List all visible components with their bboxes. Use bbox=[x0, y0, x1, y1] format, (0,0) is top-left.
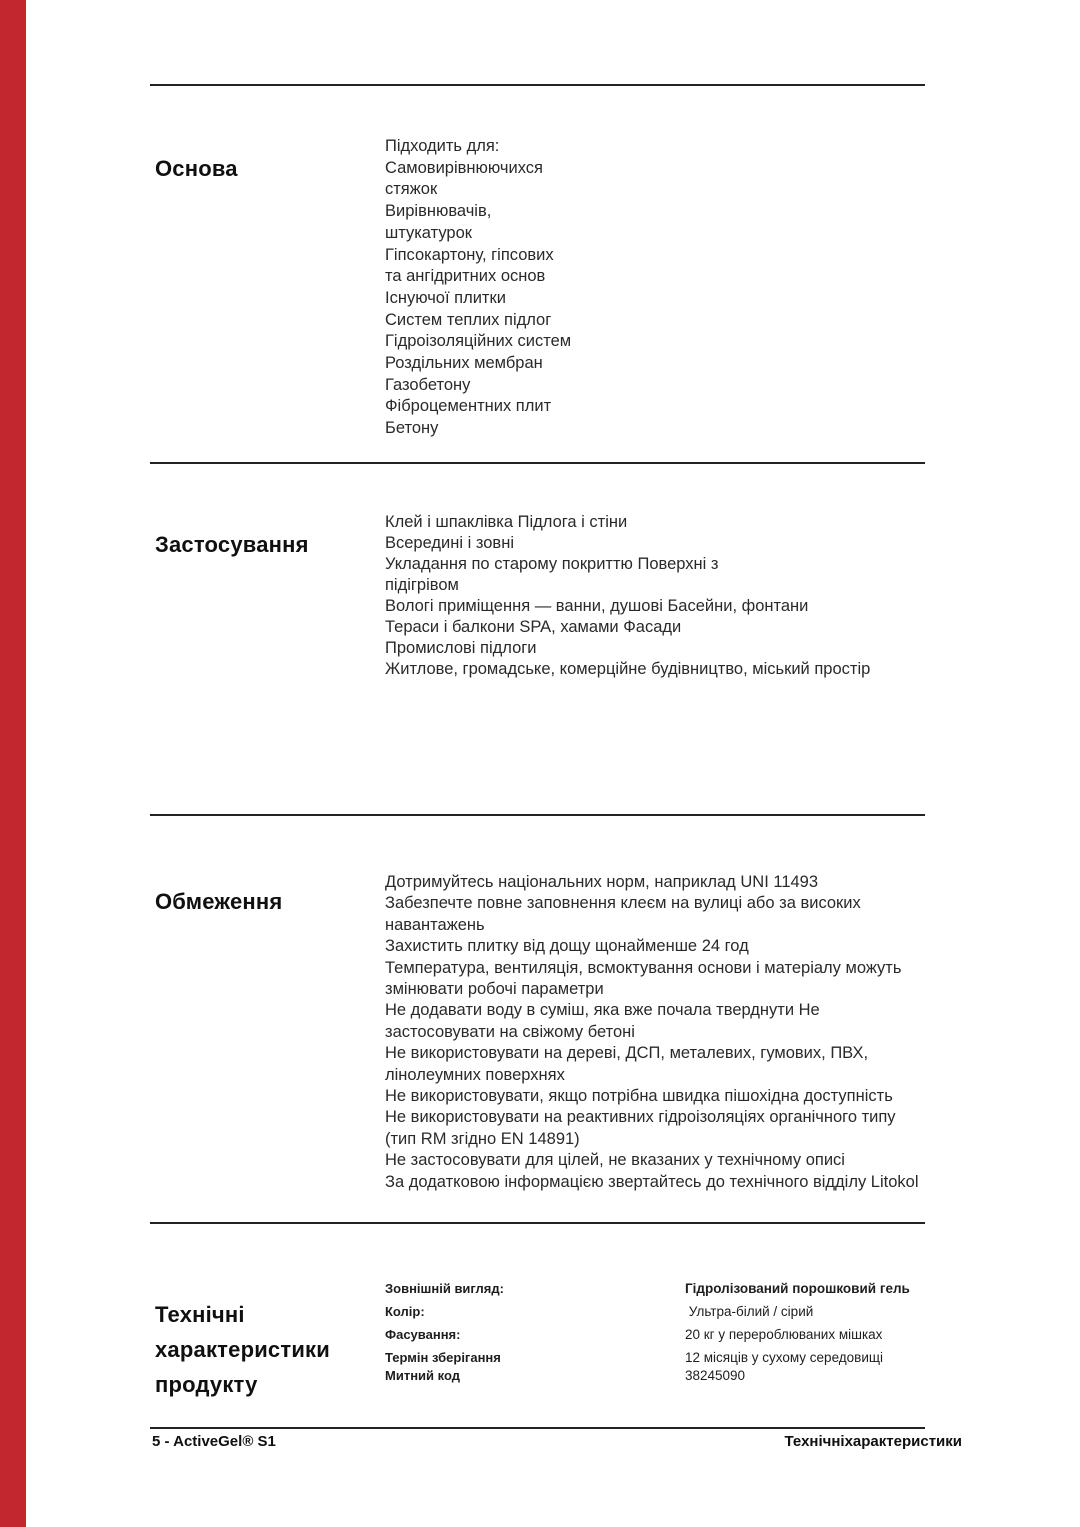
section-body-application bbox=[385, 512, 870, 680]
text-line: Систем теплих підлог bbox=[385, 310, 552, 329]
text-line: Температура, вентиляція, всмоктування основи і матеріалу можуть bbox=[385, 958, 902, 977]
text-line: Фіброцементних плит bbox=[385, 397, 552, 416]
section-body-limitations bbox=[385, 872, 918, 1193]
tech-spec-value: 38245090 bbox=[685, 1368, 746, 1383]
tech-specs-table bbox=[385, 1281, 945, 1386]
text-line: лінолеумних поверхнях bbox=[385, 1065, 565, 1084]
section-heading-tech bbox=[155, 1297, 330, 1402]
tech-heading-line: характеристики bbox=[155, 1337, 330, 1363]
tech-heading-line: продукту bbox=[155, 1372, 258, 1398]
section-body-base bbox=[385, 136, 571, 440]
section-divider bbox=[150, 1222, 925, 1224]
text-line: Житлове, громадське, комерційне будівництво, міський простір bbox=[385, 660, 871, 678]
text-line: Не використовувати на дереві, ДСП, металевих, гумових, ПВХ, bbox=[385, 1044, 869, 1063]
section-divider bbox=[150, 462, 925, 464]
section-heading-limitations: Обмеження bbox=[155, 889, 283, 915]
text-line: За додатковою інформацією звертайтесь до технічного відділу Litokol bbox=[385, 1172, 919, 1191]
footer-divider bbox=[150, 1427, 925, 1429]
tech-spec-label: Митний код bbox=[385, 1368, 460, 1383]
tech-spec-value: Ультра-білий / сірий bbox=[685, 1304, 814, 1319]
text-line: підігрівом bbox=[385, 576, 459, 594]
text-line: навантажень bbox=[385, 915, 485, 934]
tech-spec-value: 12 місяців у сухому середовищі bbox=[685, 1350, 883, 1365]
text-line: Не застосовувати для цілей, не вказаних у технічному описі bbox=[385, 1151, 845, 1170]
tech-spec-row bbox=[385, 1281, 945, 1297]
tech-spec-row bbox=[385, 1350, 945, 1366]
text-line: та ангідритних основ bbox=[385, 267, 546, 286]
text-line: Роздільних мембран bbox=[385, 354, 543, 373]
text-line: застосовувати на свіжому бетоні bbox=[385, 1022, 635, 1041]
text-line: Укладання по старому покриттю Поверхні з bbox=[385, 555, 719, 573]
text-line: Дотримуйтесь національних норм, наприклад UNI 11493 bbox=[385, 873, 819, 891]
footer-section-label: Технічніхарактеристики bbox=[784, 1433, 962, 1450]
tech-spec-value: 20 кг у перероблюваних мішках bbox=[685, 1327, 883, 1342]
tech-spec-label: Колір: bbox=[385, 1304, 425, 1319]
text-line: змінювати робочі параметри bbox=[385, 980, 604, 999]
section-heading-base: Основа bbox=[155, 156, 238, 182]
text-line: Не використовувати на реактивних гідроізоляціях органічного типу bbox=[385, 1108, 896, 1127]
text-line: Не використовувати, якщо потрібна швидка пішохідна доступність bbox=[385, 1087, 893, 1106]
text-line: стяжок bbox=[385, 180, 438, 199]
tech-spec-label: Фасування: bbox=[385, 1327, 461, 1342]
text-line: (тип RM згідно EN 14891) bbox=[385, 1129, 580, 1148]
section-divider bbox=[150, 84, 925, 86]
footer-page-label: 5 - ActiveGel® S1 bbox=[152, 1433, 276, 1450]
text-line: Не додавати воду в суміш, яка вже почала тверднути Не bbox=[385, 1001, 820, 1020]
text-line: Захистить плитку від дощу щонайменше 24 год bbox=[385, 937, 749, 956]
text-line: Бетону bbox=[385, 419, 439, 438]
text-line: Тераси і балкони SPA, хамами Фасади bbox=[385, 618, 682, 636]
text-line: Вирівнювачів, bbox=[385, 202, 492, 221]
text-line: Клей і шпаклівка Підлога і стіни bbox=[385, 513, 628, 531]
tech-spec-row bbox=[385, 1327, 945, 1343]
section-heading-application: Застосування bbox=[155, 532, 309, 558]
text-line: Підходить для: bbox=[385, 137, 500, 155]
text-line: Вологі приміщення — ванни, душові Басейни, фонтани bbox=[385, 597, 809, 615]
tech-spec-label: Зовнішній вигляд: bbox=[385, 1281, 504, 1296]
tech-spec-row bbox=[385, 1304, 945, 1320]
tech-spec-label: Термін зберігання bbox=[385, 1350, 501, 1365]
text-line: Забезпечте повне заповнення клеєм на вулиці або за високих bbox=[385, 894, 861, 913]
text-line: Гідроізоляційних систем bbox=[385, 332, 572, 351]
text-line: Гіпсокартону, гіпсових bbox=[385, 245, 554, 264]
text-line: Промислові підлоги bbox=[385, 639, 537, 657]
text-line: Самовирівнюючихся bbox=[385, 158, 543, 177]
text-line: штукатурок bbox=[385, 223, 473, 242]
text-line: Всередині і зовні bbox=[385, 534, 514, 552]
accent-bar bbox=[0, 0, 26, 1527]
text-line: Існуючої плитки bbox=[385, 288, 506, 307]
section-divider bbox=[150, 814, 925, 816]
tech-spec-row bbox=[385, 1368, 945, 1384]
tech-heading-line: Технічні bbox=[155, 1302, 245, 1328]
text-line: Газобетону bbox=[385, 375, 471, 394]
tech-spec-value: Гідролізований порошковий гель bbox=[685, 1281, 910, 1296]
